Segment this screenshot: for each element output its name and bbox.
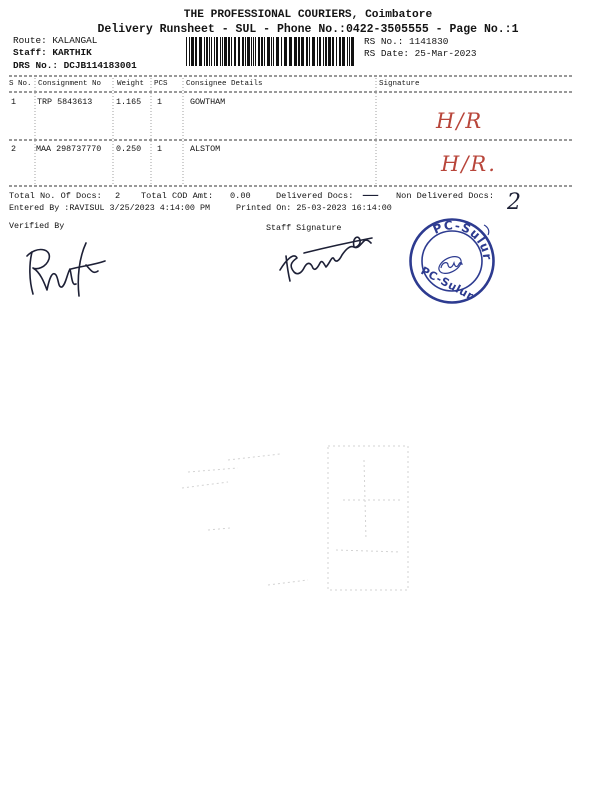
stamp-arc-text bbox=[431, 218, 495, 261]
rs-no-label: RS No.: bbox=[364, 36, 404, 47]
row-2-consignee: ALSTOM bbox=[190, 144, 221, 154]
route-label: Route: bbox=[13, 35, 47, 46]
col-header-pcs: PCS bbox=[154, 80, 168, 88]
scan-artifact-marks bbox=[182, 446, 408, 590]
scan-mark bbox=[182, 482, 228, 488]
col-header-consignment-no: Consignment No bbox=[38, 80, 102, 88]
signature-stroke bbox=[78, 243, 86, 296]
scan-mark bbox=[268, 580, 308, 585]
staff-signature bbox=[276, 228, 376, 286]
scan-mark bbox=[228, 454, 280, 460]
drs-label: DRS No.: bbox=[13, 60, 59, 71]
signature-stroke bbox=[280, 240, 371, 273]
signature-stroke bbox=[86, 265, 98, 272]
signature-stroke bbox=[304, 238, 372, 253]
printed-on-line bbox=[236, 204, 392, 212]
stamp-arc-textpath: PC-Sulur bbox=[430, 218, 495, 262]
entered-by-value: RAVISUL 3/25/2023 4:14:00 PM bbox=[69, 203, 211, 213]
non-delivered-docs-label: Non Delivered Docs: bbox=[396, 191, 494, 201]
staff-label: Staff: bbox=[13, 47, 47, 58]
printed-on-value: 25-03-2023 16:14:00 bbox=[296, 203, 392, 213]
signature-stroke bbox=[30, 252, 33, 294]
col-header-sno: S No. bbox=[9, 80, 32, 88]
scan-mark bbox=[208, 528, 230, 530]
document-title: THE PROFESSIONAL COURIERS, Coimbatore bbox=[183, 9, 433, 21]
row-2-consignment-no: MAA 298737770 bbox=[36, 144, 102, 154]
col-header-signature: Signature bbox=[379, 80, 420, 88]
rs-date-value: 25-Mar-2023 bbox=[414, 48, 477, 59]
scan-mark bbox=[328, 446, 408, 590]
verified-by-label: Verified By bbox=[9, 221, 65, 231]
row-1-pcs: 1 bbox=[157, 97, 163, 107]
row-2-pcs: 1 bbox=[157, 144, 163, 154]
delivered-docs-label: Delivered Docs: bbox=[276, 191, 354, 201]
col-header-weight: Weight bbox=[117, 80, 145, 88]
total-docs-value: 2 bbox=[115, 191, 121, 201]
entered-by-line bbox=[9, 204, 210, 212]
stamp-lower-text: PC-Sulur bbox=[418, 264, 476, 303]
col-header-consignee-details: Consignee Details bbox=[186, 80, 263, 88]
non-delivered-docs-handwritten-value: 2 bbox=[507, 190, 521, 215]
drs-value: DCJB114183001 bbox=[63, 60, 137, 71]
staff-value: KARTHIK bbox=[52, 47, 92, 58]
rs-no-value: 1141830 bbox=[409, 36, 449, 47]
total-docs-label: Total No. Of Docs: bbox=[9, 191, 102, 201]
row-1-sno: 1 bbox=[11, 97, 17, 107]
row-1-consignee: GOWTHAM bbox=[190, 97, 226, 107]
row-1-consignment-no: TRP 5843613 bbox=[37, 97, 93, 107]
route-value: KALANGAL bbox=[52, 35, 98, 46]
printed-on-label: Printed On: bbox=[236, 203, 292, 213]
row-2-signature-remark: H/R. bbox=[441, 152, 497, 176]
row-1-weight: 1.165 bbox=[116, 97, 142, 107]
runsheet-subtitle: Delivery Runsheet - SUL - Phone No.:0422-3505555 - Page No.:1 bbox=[97, 23, 519, 36]
total-cod-label: Total COD Amt: bbox=[141, 191, 214, 201]
verified-by-signature bbox=[16, 238, 108, 302]
pc-sulur-stamp bbox=[404, 213, 504, 313]
row-2-sno: 2 bbox=[11, 144, 17, 154]
row-2-weight: 0.250 bbox=[116, 144, 142, 154]
rs-date-label: RS Date: bbox=[364, 48, 410, 59]
scan-artifact bbox=[168, 440, 418, 605]
total-cod-value: 0.00 bbox=[230, 191, 251, 201]
row-1-signature-remark: H/R bbox=[436, 109, 484, 133]
staff-signature-label: Staff Signature bbox=[266, 223, 342, 233]
entered-by-label: Entered By : bbox=[9, 203, 70, 213]
signature-stroke bbox=[27, 250, 76, 290]
scan-mark bbox=[336, 550, 400, 552]
delivered-docs-handwritten-value: — bbox=[362, 185, 379, 205]
scan-mark bbox=[188, 468, 238, 472]
